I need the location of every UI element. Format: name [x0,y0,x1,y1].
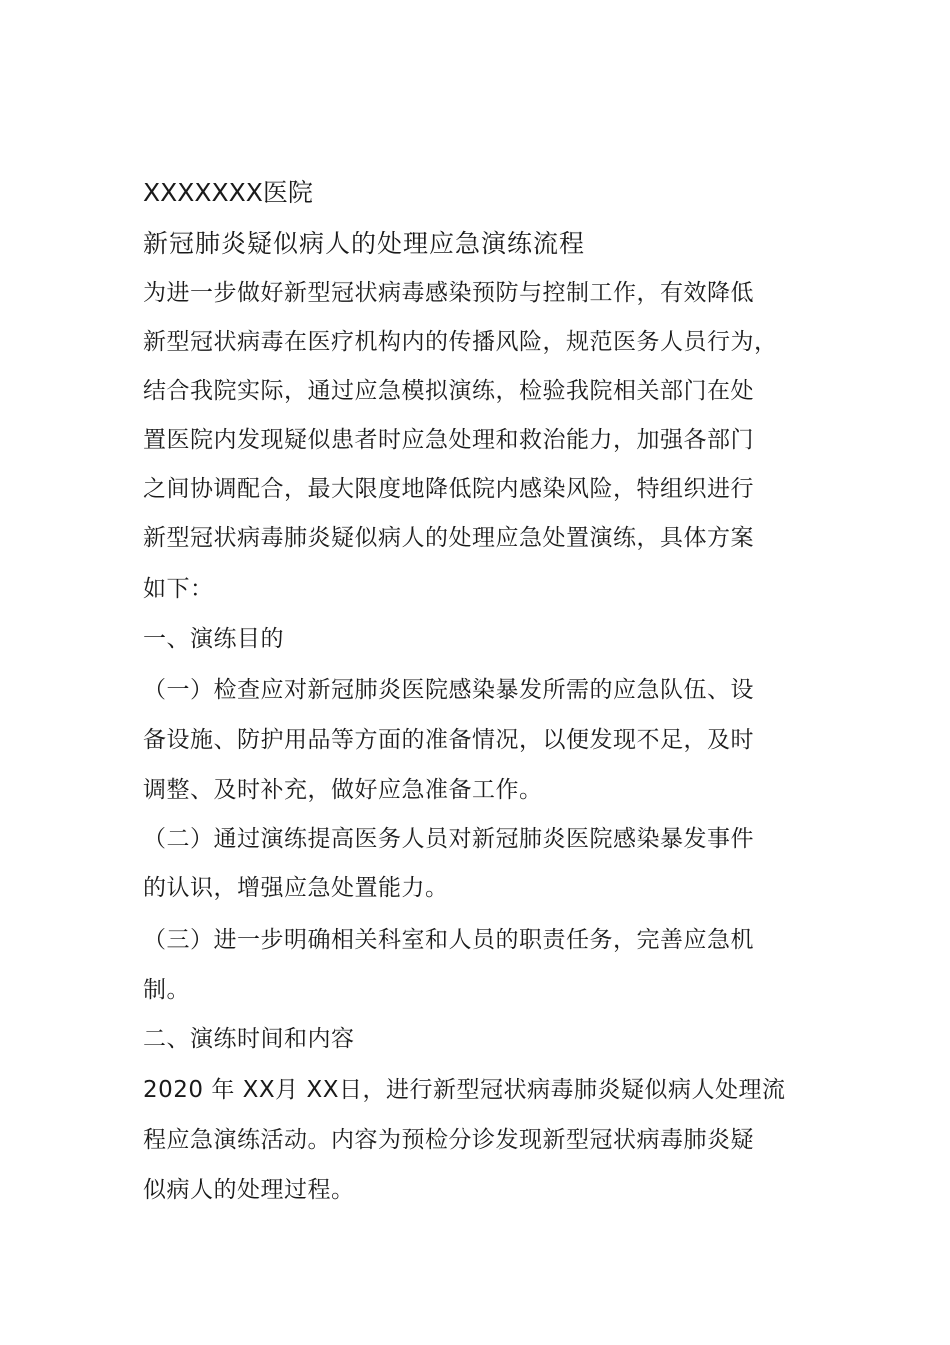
section-heading: 一、演练目的 [143,626,284,652]
intro-line: 新型冠状病毒肺炎疑似病人的处理应急处置演练，具体方案 [143,525,754,551]
section2-body-line: 程应急演练活动。内容为预检分诊发现新型冠状病毒肺炎疑 [143,1127,754,1153]
section1-item1-line: 备设施、防护用品等方面的准备情况，以便发现不足，及时 [143,727,754,753]
hospital-name: XXXXXXX医院 [143,178,313,207]
section1-item1-line: （一）检查应对新冠肺炎医院感染暴发所需的应急队伍、设 [143,677,754,703]
section-heading: 二、演练时间和内容 [143,1026,355,1052]
intro-line: 如下： [143,576,214,602]
section2-body-line: 2020 年 XX月 XX日，进行新型冠状病毒肺炎疑似病人处理流 [143,1077,786,1103]
intro-line: 结合我院实际，通过应急模拟演练，检验我院相关部门在处 [143,378,754,404]
document-title: 新冠肺炎疑似病人的处理应急演练流程 [143,229,586,258]
intro-line: 新型冠状病毒在医疗机构内的传播风险，规范医务人员行为， [143,329,778,355]
intro-line: 为进一步做好新型冠状病毒感染预防与控制工作，有效降低 [143,280,754,306]
section1-item3-line: （三）进一步明确相关科室和人员的职责任务，完善应急机 [143,927,754,953]
section1-item2-line: （二）通过演练提高医务人员对新冠肺炎医院感染暴发事件 [143,826,754,852]
section1-item2-line: 的认识，增强应急处置能力。 [143,875,449,901]
intro-line: 置医院内发现疑似患者时应急处理和救治能力，加强各部门 [143,427,754,453]
intro-line: 之间协调配合，最大限度地降低院内感染风险，特组织进行 [143,476,754,502]
section1-item3-line: 制。 [143,977,190,1003]
section1-item1-line: 调整、及时补充，做好应急准备工作。 [143,777,543,803]
section2-body-line: 似病人的处理过程。 [143,1177,355,1203]
